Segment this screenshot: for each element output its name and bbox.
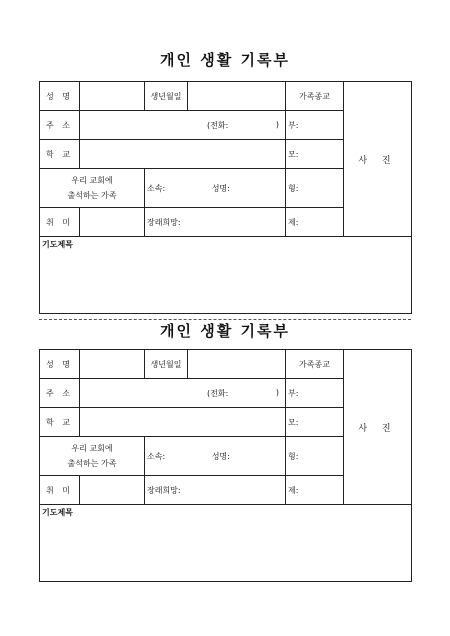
hobby-field[interactable] bbox=[80, 476, 145, 505]
school-label: 학 교 bbox=[40, 408, 80, 437]
name-label: 성 명 bbox=[40, 82, 80, 111]
name-label: 성 명 bbox=[40, 350, 80, 379]
church-family-field[interactable] bbox=[145, 169, 286, 208]
younger-sibling-field[interactable]: 제: bbox=[286, 476, 344, 505]
birthday-label: 생년월일 bbox=[145, 82, 188, 111]
person-name-label: 성명: bbox=[211, 451, 230, 461]
brother-field[interactable]: 형: bbox=[286, 437, 344, 476]
phone-label: (전화: bbox=[207, 388, 229, 398]
school-field[interactable] bbox=[80, 140, 286, 169]
school-label: 학 교 bbox=[40, 140, 80, 169]
father-field[interactable]: 부: bbox=[286, 379, 344, 408]
future-hope-field[interactable]: 장래희망: bbox=[145, 476, 286, 505]
phone-close: ) bbox=[275, 387, 279, 397]
birthday-field[interactable] bbox=[188, 350, 286, 379]
church-family-line2: 출석하는 가족 bbox=[67, 459, 117, 468]
address-field[interactable] bbox=[80, 111, 286, 140]
photo-box[interactable]: 사 진 bbox=[344, 82, 412, 237]
form1-title: 개인 생활 기록부 bbox=[160, 51, 290, 69]
address-field[interactable] bbox=[80, 379, 286, 408]
form2-table bbox=[39, 349, 412, 582]
brother-field[interactable]: 형: bbox=[286, 169, 344, 208]
father-field[interactable]: 부: bbox=[286, 111, 344, 140]
cut-line-divider bbox=[39, 319, 411, 320]
church-family-label bbox=[40, 169, 145, 208]
prayer-field[interactable]: 기도제목 bbox=[40, 237, 412, 314]
photo-box[interactable]: 사 진 bbox=[344, 350, 412, 505]
name-field[interactable] bbox=[80, 82, 145, 111]
church-family-label bbox=[40, 437, 145, 476]
church-family-line1: 우리 교회에 bbox=[71, 176, 113, 185]
form1-table bbox=[39, 81, 412, 314]
phone-close: ) bbox=[275, 119, 279, 129]
future-hope-field[interactable]: 장래희망: bbox=[145, 208, 286, 237]
church-family-field[interactable] bbox=[145, 437, 286, 476]
church-family-line2: 출석하는 가족 bbox=[67, 191, 117, 200]
phone-label: (전화: bbox=[207, 120, 229, 130]
school-field[interactable] bbox=[80, 408, 286, 437]
address-label: 주 소 bbox=[40, 379, 80, 408]
address-label: 주 소 bbox=[40, 111, 80, 140]
form2-title: 개인 생활 기록부 bbox=[160, 322, 290, 340]
name-field[interactable] bbox=[80, 350, 145, 379]
affiliation-label: 소속: bbox=[147, 183, 166, 193]
mother-field[interactable]: 모: bbox=[286, 408, 344, 437]
birthday-label: 생년월일 bbox=[145, 350, 188, 379]
religion-label: 가족종교 bbox=[286, 350, 344, 379]
hobby-label: 취 미 bbox=[40, 476, 80, 505]
person-name-label: 성명: bbox=[211, 183, 230, 193]
church-family-line1: 우리 교회에 bbox=[71, 444, 113, 453]
hobby-label: 취 미 bbox=[40, 208, 80, 237]
birthday-field[interactable] bbox=[188, 82, 286, 111]
younger-sibling-field[interactable]: 제: bbox=[286, 208, 344, 237]
affiliation-label: 소속: bbox=[147, 451, 166, 461]
hobby-field[interactable] bbox=[80, 208, 145, 237]
mother-field[interactable]: 모: bbox=[286, 140, 344, 169]
prayer-field[interactable]: 기도제목 bbox=[40, 505, 412, 582]
religion-label: 가족종교 bbox=[286, 82, 344, 111]
